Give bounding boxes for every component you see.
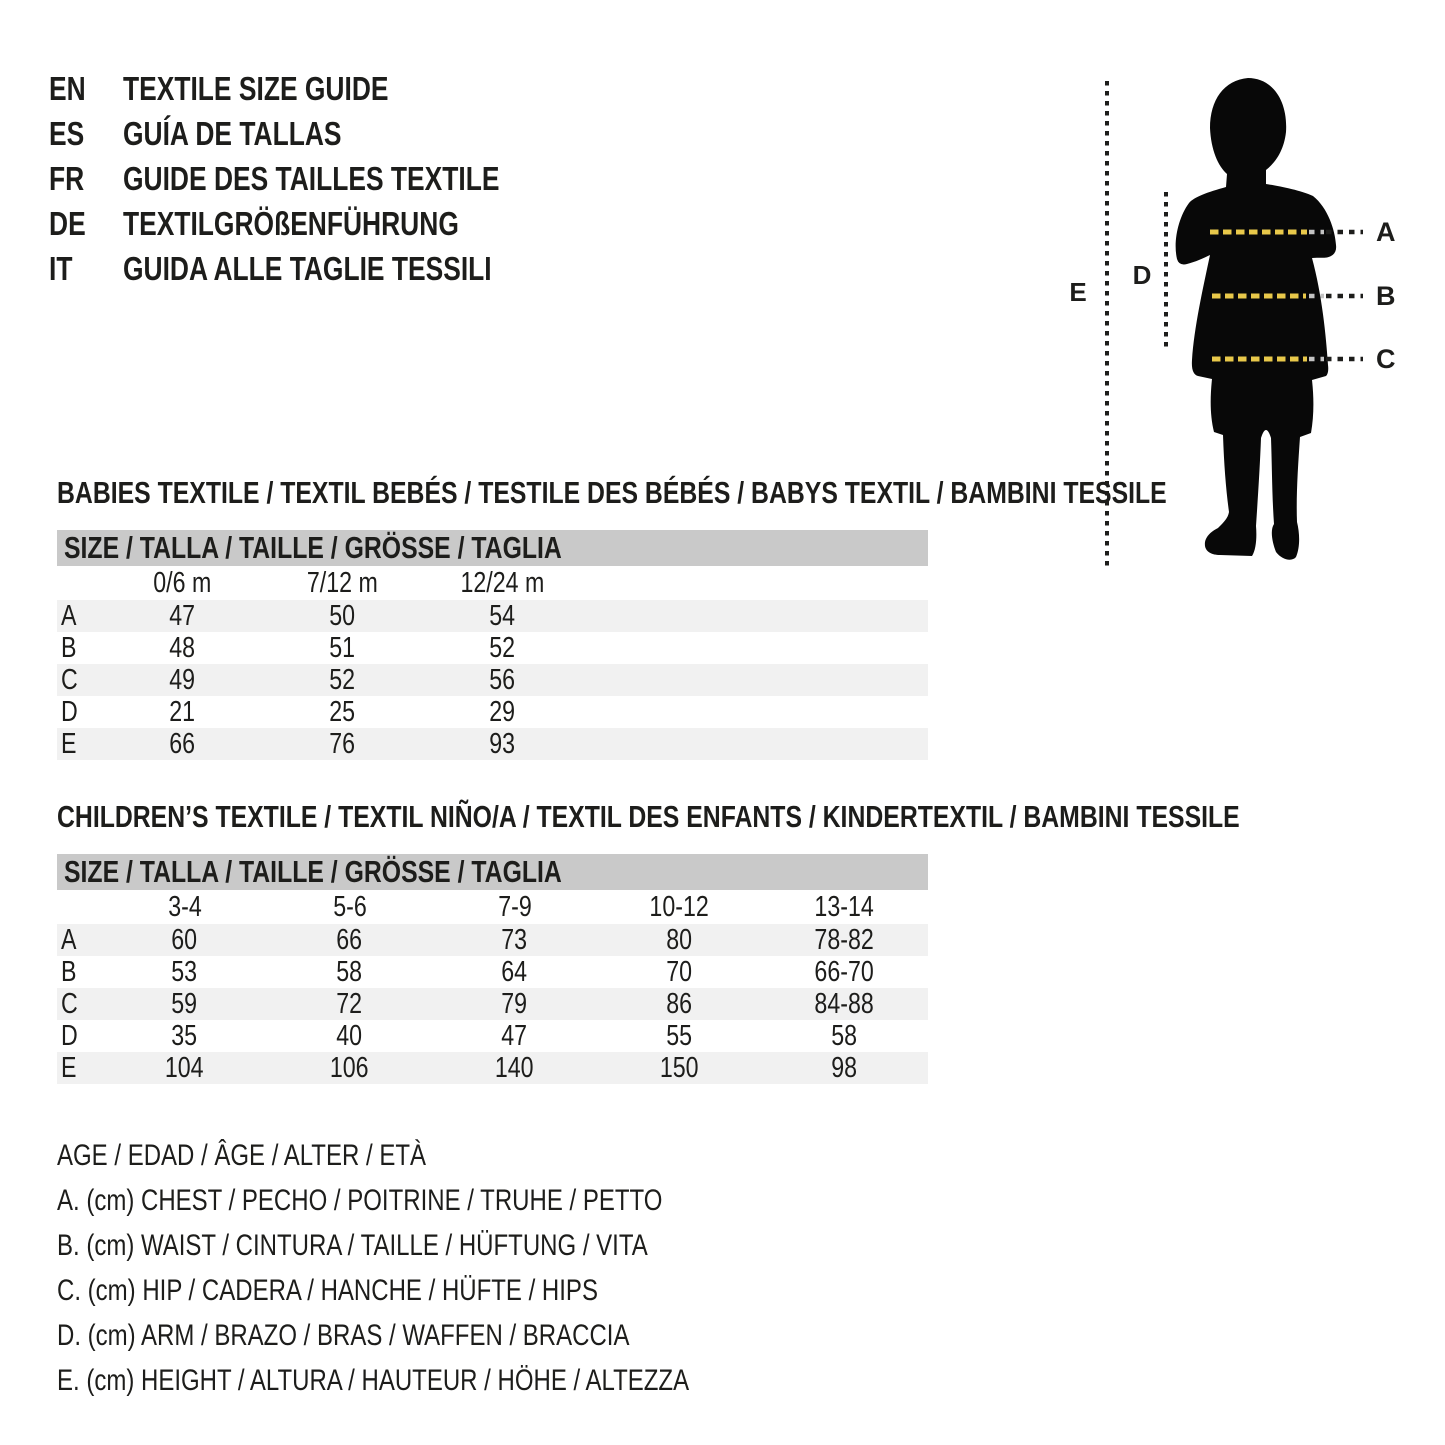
column-header-text: 7-9 <box>497 890 532 923</box>
table-cell-text: 79 <box>501 988 528 1020</box>
column-header <box>422 567 582 600</box>
table-cell-text: 72 <box>336 988 363 1020</box>
column-header-text: 13-14 <box>814 890 875 923</box>
size-header-label: SIZE / TALLA / TAILLE / GRÖSSE / TAGLIA <box>64 530 562 565</box>
table-cell-text: 78-82 <box>814 924 875 956</box>
measurement-legend <box>57 1133 847 1403</box>
row-label-text: A <box>61 924 77 956</box>
language-row <box>49 66 594 111</box>
row-label-text: D <box>61 696 78 728</box>
legend-line <box>57 1358 847 1403</box>
column-header <box>102 567 262 600</box>
language-row <box>49 201 594 246</box>
table-cell <box>762 956 927 989</box>
table-cell-text: 84-88 <box>814 988 875 1020</box>
column-header <box>262 567 422 600</box>
table-row <box>57 988 928 1020</box>
table-cell <box>432 956 597 989</box>
table-cell <box>432 1020 597 1053</box>
legend-line <box>57 1178 847 1223</box>
table-cell-text: 73 <box>501 924 528 956</box>
table-cell <box>432 1052 597 1085</box>
table-cell <box>597 988 762 1021</box>
language-title <box>123 70 455 108</box>
language-code-text: ES <box>49 114 85 152</box>
table-cell-text: 52 <box>329 664 355 696</box>
table-cell <box>597 924 762 957</box>
row-label-text: E <box>61 1052 77 1084</box>
table-cell <box>262 728 422 761</box>
size-figure <box>1060 60 1445 590</box>
row-label <box>57 1052 102 1085</box>
table-cell-text: 93 <box>489 728 515 760</box>
language-title <box>123 250 584 288</box>
legend-line <box>57 1268 847 1313</box>
table-row <box>57 664 928 696</box>
row-label <box>57 924 102 957</box>
table-cell <box>102 988 267 1021</box>
table-cell <box>102 956 267 989</box>
language-code-text: FR <box>49 159 85 197</box>
table-cell-text: 106 <box>330 1052 369 1084</box>
row-label <box>57 956 102 989</box>
babies-section-title-text: BABIES TEXTILE / TEXTIL BEBÉS / TESTILE DES BÉBÉS / BABYS TEXTIL / BAMBINI TESSILE <box>57 475 1167 510</box>
table-row <box>57 728 928 760</box>
column-header-text: 3-4 <box>167 890 202 923</box>
table-cell-text: 104 <box>165 1052 204 1084</box>
table-cell-text: 49 <box>169 664 195 696</box>
table-cell <box>102 664 262 697</box>
table-cell-text: 52 <box>489 632 515 664</box>
table-cell-text: 35 <box>171 1020 198 1052</box>
table-cell <box>262 632 422 665</box>
table-cell-text: 64 <box>501 956 528 988</box>
table-cell-text: 66-70 <box>814 956 875 988</box>
table-cell <box>422 664 582 697</box>
table-cell <box>267 956 432 989</box>
children-section-title-text: CHILDREN’S TEXTILE / TEXTIL NIÑO/A / TEXTIL DES ENFANTS / KINDERTEXTIL / BAMBINI TESSILE <box>57 799 1240 834</box>
table-cell-text: 140 <box>495 1052 534 1084</box>
table-cell-text: 86 <box>666 988 693 1020</box>
column-header-row <box>57 890 928 924</box>
column-header <box>597 891 762 924</box>
table-cell <box>262 696 422 729</box>
language-code-text: EN <box>49 69 86 107</box>
language-title <box>123 205 543 243</box>
table-cell-text: 25 <box>329 696 355 728</box>
column-header <box>432 891 597 924</box>
table-cell-text: 51 <box>329 632 355 664</box>
legend-line-text: D. (cm) ARM / BRAZO / BRAS / WAFFEN / BRACCIA <box>57 1319 630 1352</box>
table-cell-text: 50 <box>329 600 355 632</box>
table-cell-text: 60 <box>171 924 198 956</box>
table-cell <box>102 1052 267 1085</box>
table-cell <box>102 924 267 957</box>
table-cell-text: 66 <box>336 924 363 956</box>
table-cell <box>102 728 262 761</box>
size-header-bar <box>57 530 928 566</box>
row-label-text: C <box>61 664 78 696</box>
row-label-text: A <box>61 600 77 632</box>
table-cell-text: 47 <box>169 600 195 632</box>
row-label <box>57 600 102 633</box>
table-cell <box>267 988 432 1021</box>
language-title-text: TEXTILGRÖßENFÜHRUNG <box>123 204 459 242</box>
row-label-text: C <box>61 988 78 1020</box>
table-cell <box>762 924 927 957</box>
legend-line-text: E. (cm) HEIGHT / ALTURA / HAUTEUR / HÖHE / ALTEZZA <box>57 1364 690 1397</box>
table-cell <box>102 1020 267 1053</box>
table-cell <box>422 696 582 729</box>
table-cell <box>432 988 597 1021</box>
table-cell-text: 80 <box>666 924 693 956</box>
table-cell-text: 47 <box>501 1020 528 1052</box>
table-cell-text: 58 <box>831 1020 858 1052</box>
children-section-title <box>57 801 1445 832</box>
column-header <box>267 891 432 924</box>
language-row <box>49 111 594 156</box>
table-cell <box>102 600 262 633</box>
marker-label-a: A <box>1376 217 1396 247</box>
column-header <box>102 891 267 924</box>
row-label <box>57 988 102 1021</box>
table-cell-text: 76 <box>329 728 355 760</box>
legend-line-text: AGE / EDAD / ÂGE / ALTER / ETÀ <box>57 1139 426 1172</box>
table-row <box>57 956 928 988</box>
language-title <box>123 115 396 153</box>
table-cell-text: 70 <box>666 956 693 988</box>
language-code <box>49 70 123 108</box>
table-cell-text: 59 <box>171 988 198 1020</box>
column-header <box>762 891 927 924</box>
marker-label-d: D <box>1132 260 1152 290</box>
table-cell <box>422 600 582 633</box>
table-row <box>57 632 928 664</box>
row-label-text: D <box>61 1020 78 1052</box>
table-cell <box>422 728 582 761</box>
table-cell-text: 40 <box>336 1020 363 1052</box>
row-label <box>57 1020 102 1053</box>
language-title-text: GUIDA ALLE TAGLIE TESSILI <box>123 249 492 287</box>
language-row <box>49 246 594 291</box>
table-cell-text: 56 <box>489 664 515 696</box>
table-cell <box>597 1052 762 1085</box>
table-cell-text: 55 <box>666 1020 693 1052</box>
table-cell-text: 54 <box>489 600 515 632</box>
row-label-text: E <box>61 728 77 760</box>
column-header-text: 12/24 m <box>460 566 544 599</box>
table-cell <box>262 664 422 697</box>
marker-label-c: C <box>1376 344 1396 374</box>
language-title-text: GUIDE DES TAILLES TEXTILE <box>123 159 500 197</box>
row-label <box>57 664 102 697</box>
language-code <box>49 250 123 288</box>
table-cell <box>262 600 422 633</box>
legend-line-text: B. (cm) WAIST / CINTURA / TAILLE / HÜFTUNG / VITA <box>57 1229 648 1262</box>
row-label-text: B <box>61 956 77 988</box>
size-header-label: SIZE / TALLA / TAILLE / GRÖSSE / TAGLIA <box>64 854 562 889</box>
table-cell-text: 53 <box>171 956 198 988</box>
table-cell <box>102 696 262 729</box>
table-cell <box>762 988 927 1021</box>
babies-section-title <box>57 477 1444 508</box>
table-cell <box>267 1052 432 1085</box>
table-cell <box>762 1020 927 1053</box>
language-code-text: IT <box>49 249 73 287</box>
language-code <box>49 205 123 243</box>
column-header-text: 10-12 <box>649 890 710 923</box>
table-cell-text: 21 <box>169 696 195 728</box>
marker-label-e: E <box>1069 277 1087 307</box>
table-cell-text: 98 <box>831 1052 858 1084</box>
table-row <box>57 600 928 632</box>
table-cell <box>102 632 262 665</box>
language-code <box>49 160 123 198</box>
table-cell-text: 58 <box>336 956 363 988</box>
table-cell <box>422 632 582 665</box>
table-cell <box>432 924 597 957</box>
language-code <box>49 115 123 153</box>
legend-line-text: C. (cm) HIP / CADERA / HANCHE / HÜFTE / HIPS <box>57 1274 598 1307</box>
table-row <box>57 696 928 728</box>
language-code-text: DE <box>49 204 86 242</box>
babies-size-table <box>57 530 928 760</box>
language-title-text: TEXTILE SIZE GUIDE <box>123 69 389 107</box>
table-cell-text: 48 <box>169 632 195 664</box>
table-row <box>57 1020 928 1052</box>
language-row <box>49 156 594 201</box>
table-cell-text: 150 <box>660 1052 699 1084</box>
row-label <box>57 696 102 729</box>
language-title-text: GUÍA DE TALLAS <box>123 114 342 152</box>
table-row <box>57 1052 928 1084</box>
legend-line <box>57 1223 847 1268</box>
table-cell <box>267 924 432 957</box>
row-label-text: B <box>61 632 77 664</box>
language-title <box>123 160 594 198</box>
table-cell <box>267 1020 432 1053</box>
column-header-text: 7/12 m <box>306 566 378 599</box>
legend-line <box>57 1313 847 1358</box>
legend-line-text: A. (cm) CHEST / PECHO / POITRINE / TRUHE / PETTO <box>57 1184 663 1217</box>
row-label <box>57 728 102 761</box>
table-row <box>57 924 928 956</box>
children-size-table <box>57 854 928 1084</box>
column-header-text: 5-6 <box>332 890 367 923</box>
table-cell <box>762 1052 927 1085</box>
marker-label-b: B <box>1376 281 1396 311</box>
table-cell-text: 29 <box>489 696 515 728</box>
table-cell <box>597 956 762 989</box>
table-cell-text: 66 <box>169 728 195 760</box>
table-cell <box>597 1020 762 1053</box>
language-title-list <box>49 66 594 291</box>
size-header-bar <box>57 854 928 890</box>
column-header-row <box>57 566 928 600</box>
row-label <box>57 632 102 665</box>
column-header-text: 0/6 m <box>152 566 212 599</box>
legend-line <box>57 1133 847 1178</box>
